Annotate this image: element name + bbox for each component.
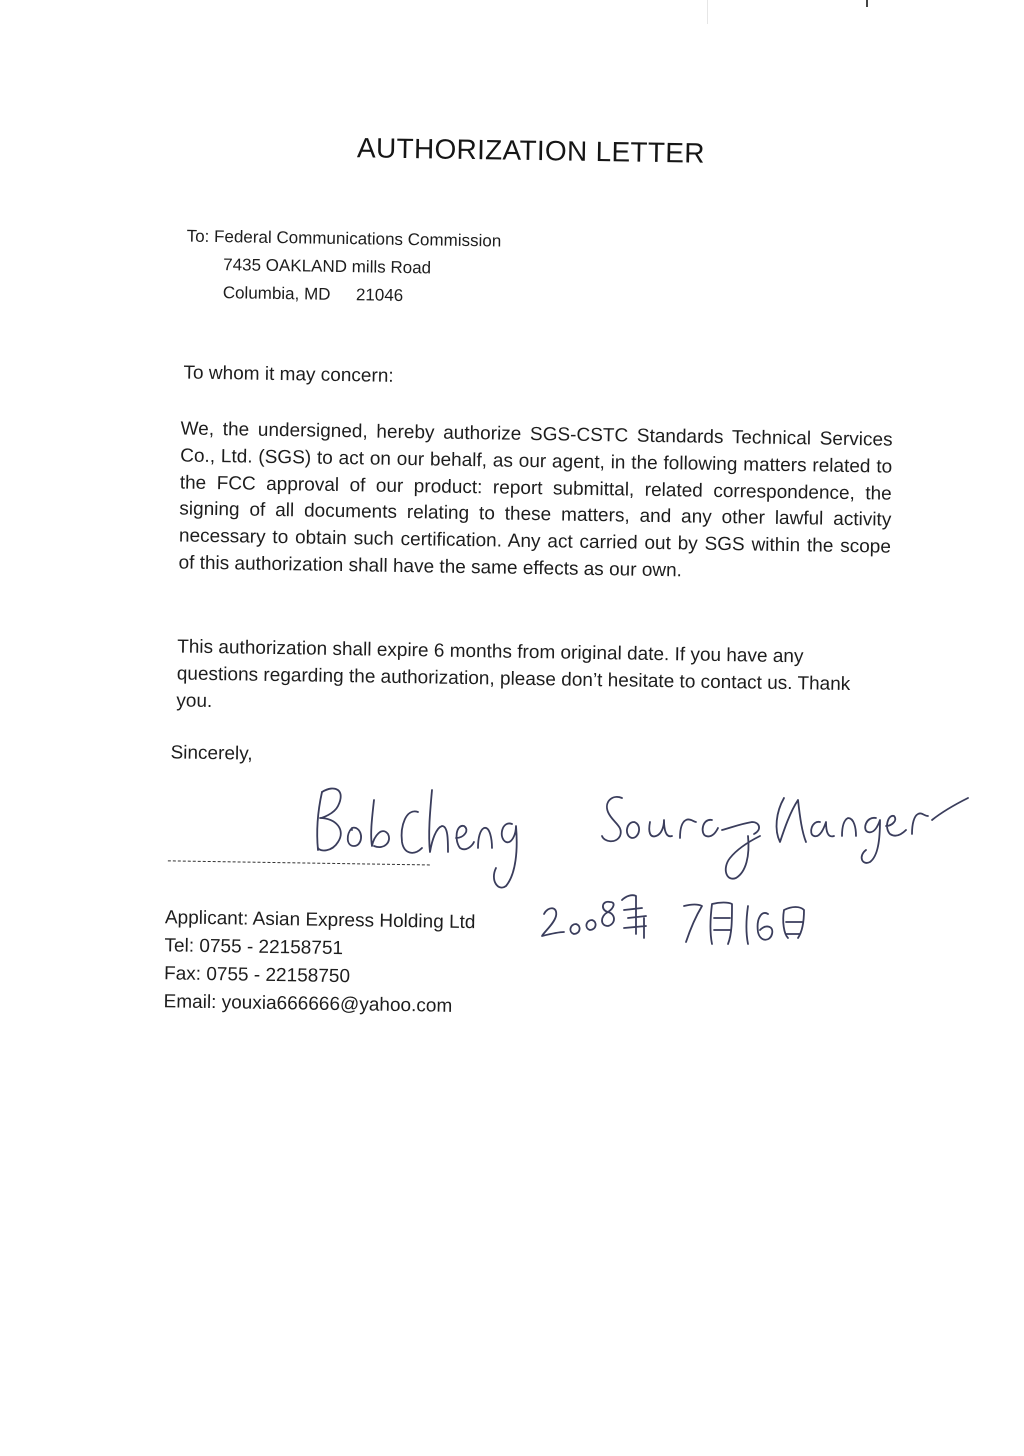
recipient-address-line2 bbox=[223, 283, 404, 306]
salutation: To whom it may concern: bbox=[183, 362, 394, 387]
applicant-fax: Fax: 0755 - 22158750 bbox=[163, 963, 351, 988]
signature-line bbox=[168, 860, 430, 865]
applicant-name: Applicant: Asian Express Holding Ltd bbox=[164, 907, 476, 934]
recipient-address-line1: 7435 OAKLAND mills Road bbox=[223, 255, 432, 278]
recipient-zip: 21046 bbox=[355, 285, 404, 305]
recipient-to-line: To: Federal Communications Commission bbox=[186, 226, 502, 251]
applicant-tel: Tel: 0755 - 22158751 bbox=[164, 935, 344, 960]
page-title: AUTHORIZATION LETTER bbox=[356, 132, 706, 169]
closing: Sincerely, bbox=[170, 742, 253, 765]
body-paragraph-authorization: We, the undersigned, hereby authorize SGS-CSTC Standards Technical Services Co., Ltd. (SGS) to act on our behalf, as our agent, in the following matters related to the FCC approval of our product: report submittal, related correspondence, the signing of all documents relating to these matters, and any other lawful activity necessary to obtain such certification. Any act carried out by SGS within the scope of this authorization shall have the same effects as our own. bbox=[178, 418, 893, 582]
applicant-email: Email: youxia666666@yahoo.com bbox=[163, 991, 453, 1017]
recipient-city: Columbia, MD bbox=[222, 283, 331, 304]
body-paragraph-expiry: This authorization shall expire 6 months from original date. If you have any questions regarding the authorization, please don’t hesitate to contact us. Thank you. bbox=[176, 636, 851, 712]
